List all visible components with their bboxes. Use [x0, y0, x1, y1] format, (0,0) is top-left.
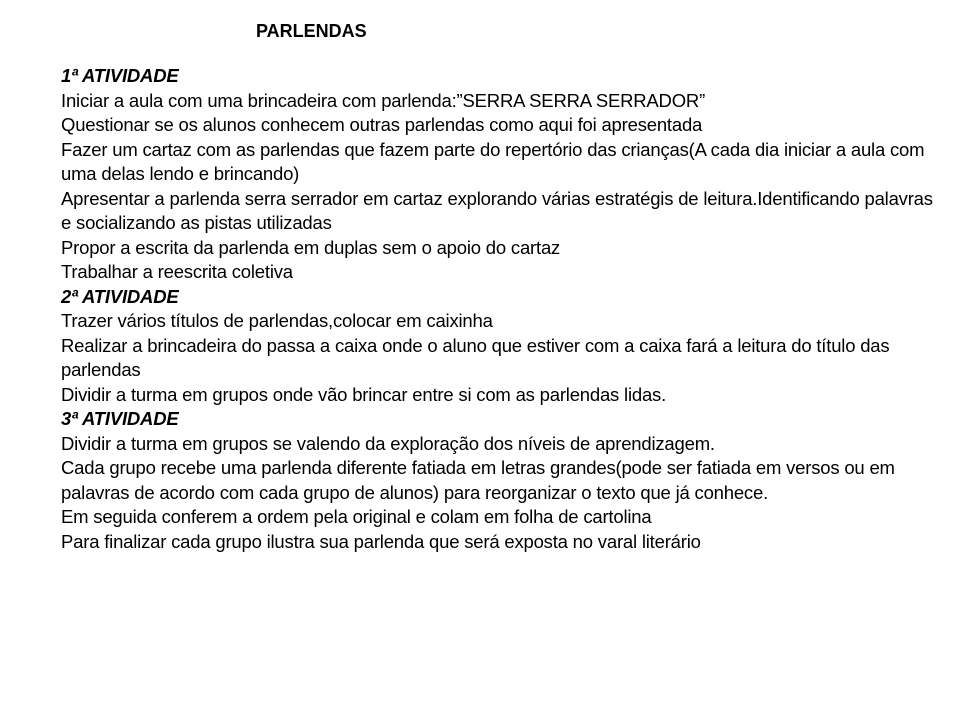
slide-title: PARLENDAS	[256, 21, 367, 41]
section-heading: 1ª ATIVIDADE	[61, 65, 179, 86]
activity-line: Iniciar a aula com uma brincadeira com parlenda:”SERRA SERRA SERRADOR”	[61, 89, 706, 111]
section-heading: 3ª ATIVIDADE	[61, 408, 179, 429]
activity-line: Trabalhar a reescrita coletiva	[61, 261, 293, 282]
activity-line: Em seguida conferem a ordem pela original e colam em folha de cartolina	[61, 506, 652, 527]
activity-line: Trazer vários títulos de parlendas,colocar em caixinha	[61, 310, 493, 331]
section-2	[61, 285, 941, 408]
activity-line: Propor a escrita da parlenda em duplas sem o apoio do cartaz	[61, 236, 561, 258]
section-1	[61, 64, 941, 285]
section-3	[61, 407, 941, 554]
slide-content	[61, 64, 941, 554]
activity-line: Questionar se os alunos conhecem outras parlendas como aqui foi apresentada	[61, 114, 703, 135]
activity-line: Para finalizar cada grupo ilustra sua parlenda que será exposta no varal literário	[61, 530, 701, 552]
activity-line: Realizar a brincadeira do passa a caixa onde o aluno que estiver com a caixa fará a leitura do título das parlendas	[61, 334, 890, 380]
activity-line: Dividir a turma em grupos se valendo da exploração dos níveis de aprendizagem.	[61, 432, 715, 454]
activity-line: Apresentar a parlenda serra serrador em cartaz explorando várias estratégis de leitura.Identificando palavras e socializando as pistas utilizadas	[61, 187, 933, 233]
activity-line: Fazer um cartaz com as parlendas que fazem parte do repertório das crianças(A cada dia iniciar a aula com uma delas lendo e brincando)	[61, 138, 925, 184]
activity-line: Cada grupo recebe uma parlenda diferente fatiada em letras grandes(pode ser fatiada em versos ou em palavras de acordo com cada grupo de alunos) para reorganizar o texto que já conhece.	[61, 457, 895, 503]
section-heading: 2ª ATIVIDADE	[61, 285, 179, 307]
activity-line: Dividir a turma em grupos onde vão brincar entre si com as parlendas lidas.	[61, 383, 667, 405]
